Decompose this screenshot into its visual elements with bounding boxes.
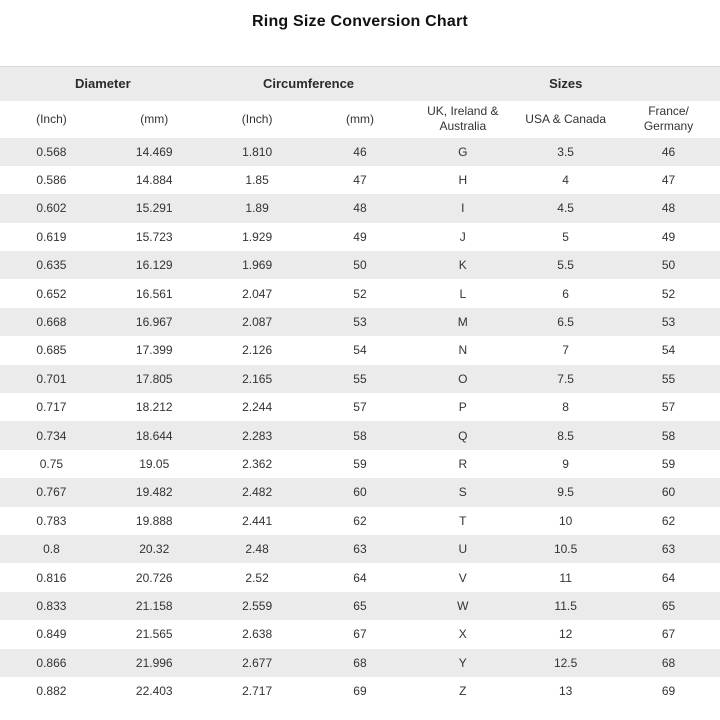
table-cell: 2.677 [206, 649, 309, 677]
ring-size-conversion-table [0, 66, 720, 705]
table-cell: 2.717 [206, 677, 309, 705]
table-row [0, 308, 720, 336]
table-cell: 5 [514, 223, 617, 251]
table-cell: 0.586 [0, 166, 103, 194]
table-body [0, 138, 720, 706]
table-cell: 22.403 [103, 677, 206, 705]
table-cell: 6.5 [514, 308, 617, 336]
table-cell: 57 [309, 393, 412, 421]
table-cell: 0.701 [0, 365, 103, 393]
table-cell: 58 [617, 421, 720, 449]
table-cell: K [411, 251, 514, 279]
table-cell: P [411, 393, 514, 421]
table-cell: 21.565 [103, 620, 206, 648]
table-row [0, 336, 720, 364]
table-cell: 46 [617, 138, 720, 166]
column-header-usa-canada: USA & Canada [514, 101, 617, 138]
table-cell: 8.5 [514, 421, 617, 449]
table-cell: 2.047 [206, 279, 309, 307]
table-cell: 14.884 [103, 166, 206, 194]
table-cell: I [411, 194, 514, 222]
table-row [0, 365, 720, 393]
table-cell: 4 [514, 166, 617, 194]
table-cell: 69 [309, 677, 412, 705]
table-row [0, 478, 720, 506]
table-cell: 59 [617, 450, 720, 478]
table-cell: 2.441 [206, 507, 309, 535]
table-row [0, 649, 720, 677]
table-row [0, 166, 720, 194]
table-cell: 17.805 [103, 365, 206, 393]
table-cell: 18.212 [103, 393, 206, 421]
column-header-row [0, 101, 720, 138]
table-cell: 9.5 [514, 478, 617, 506]
table-cell: 2.283 [206, 421, 309, 449]
table-cell: 47 [309, 166, 412, 194]
table-cell: 0.833 [0, 592, 103, 620]
table-row [0, 223, 720, 251]
page-title: Ring Size Conversion Chart [252, 13, 468, 30]
table-cell: 16.561 [103, 279, 206, 307]
table-cell: 12.5 [514, 649, 617, 677]
table-cell: L [411, 279, 514, 307]
table-cell: 48 [617, 194, 720, 222]
table-cell: 0.652 [0, 279, 103, 307]
table-cell: 0.75 [0, 450, 103, 478]
table-row [0, 421, 720, 449]
table-cell: 52 [617, 279, 720, 307]
table-row [0, 393, 720, 421]
column-header-diameter-inch: (Inch) [0, 101, 103, 138]
table-cell: 11.5 [514, 592, 617, 620]
table-cell: 64 [617, 563, 720, 591]
table-cell: 0.685 [0, 336, 103, 364]
table-cell: 48 [309, 194, 412, 222]
column-group-diameter: Diameter [0, 67, 206, 101]
column-group-sizes: Sizes [411, 67, 720, 101]
table-cell: 20.726 [103, 563, 206, 591]
table-cell: T [411, 507, 514, 535]
table-cell: 0.635 [0, 251, 103, 279]
table-cell: 50 [309, 251, 412, 279]
table-cell: 0.882 [0, 677, 103, 705]
table-cell: 63 [309, 535, 412, 563]
table-row [0, 507, 720, 535]
table-cell: 2.244 [206, 393, 309, 421]
table-row [0, 138, 720, 166]
table-cell: 7.5 [514, 365, 617, 393]
table-cell: 10.5 [514, 535, 617, 563]
table-cell: 2.52 [206, 563, 309, 591]
table-cell: 58 [309, 421, 412, 449]
table-cell: 0.568 [0, 138, 103, 166]
table-row [0, 592, 720, 620]
table-cell: 60 [309, 478, 412, 506]
table-cell: 0.783 [0, 507, 103, 535]
table-cell: 67 [309, 620, 412, 648]
table-cell: 59 [309, 450, 412, 478]
table-cell: 54 [309, 336, 412, 364]
table-cell: U [411, 535, 514, 563]
table-cell: 54 [617, 336, 720, 364]
table-cell: Y [411, 649, 514, 677]
table-cell: 52 [309, 279, 412, 307]
table-cell: 65 [309, 592, 412, 620]
table-cell: 0.849 [0, 620, 103, 648]
table-cell: 2.638 [206, 620, 309, 648]
table-cell: 21.996 [103, 649, 206, 677]
table-cell: 8 [514, 393, 617, 421]
table-cell: 9 [514, 450, 617, 478]
column-group-circumference: Circumference [206, 67, 412, 101]
table-row [0, 677, 720, 705]
table-cell: 0.619 [0, 223, 103, 251]
table-cell: 2.362 [206, 450, 309, 478]
table-cell: 6 [514, 279, 617, 307]
table-cell: 12 [514, 620, 617, 648]
table-cell: 2.126 [206, 336, 309, 364]
table-cell: 60 [617, 478, 720, 506]
table-cell: 3.5 [514, 138, 617, 166]
table-cell: 16.129 [103, 251, 206, 279]
table-cell: 10 [514, 507, 617, 535]
table-cell: 7 [514, 336, 617, 364]
table-row [0, 251, 720, 279]
table-cell: 1.929 [206, 223, 309, 251]
table-cell: 2.165 [206, 365, 309, 393]
table-row [0, 535, 720, 563]
table-cell: W [411, 592, 514, 620]
table-cell: 20.32 [103, 535, 206, 563]
table-cell: 68 [309, 649, 412, 677]
table-cell: 64 [309, 563, 412, 591]
table-cell: 13 [514, 677, 617, 705]
table-cell: 57 [617, 393, 720, 421]
table-cell: 0.717 [0, 393, 103, 421]
table-cell: 1.89 [206, 194, 309, 222]
table-cell: N [411, 336, 514, 364]
table-row [0, 620, 720, 648]
table-cell: 49 [309, 223, 412, 251]
table-cell: 62 [617, 507, 720, 535]
table-cell: H [411, 166, 514, 194]
table-cell: 2.482 [206, 478, 309, 506]
table-cell: 63 [617, 535, 720, 563]
table-cell: 53 [309, 308, 412, 336]
table-cell: X [411, 620, 514, 648]
table-cell: 47 [617, 166, 720, 194]
table-cell: 46 [309, 138, 412, 166]
table-cell: 69 [617, 677, 720, 705]
table-cell: M [411, 308, 514, 336]
table-cell: 50 [617, 251, 720, 279]
table-cell: 55 [617, 365, 720, 393]
table-row [0, 279, 720, 307]
table-cell: 0.816 [0, 563, 103, 591]
table-cell: 49 [617, 223, 720, 251]
table-cell: G [411, 138, 514, 166]
table-cell: 62 [309, 507, 412, 535]
table-cell: 0.767 [0, 478, 103, 506]
table-cell: Q [411, 421, 514, 449]
table-cell: 18.644 [103, 421, 206, 449]
table-cell: 2.087 [206, 308, 309, 336]
table-cell: 0.8 [0, 535, 103, 563]
table-cell: 21.158 [103, 592, 206, 620]
table-cell: 19.888 [103, 507, 206, 535]
table-cell: 17.399 [103, 336, 206, 364]
table-cell: 0.668 [0, 308, 103, 336]
column-header-france-germany: France/ Germany [617, 101, 720, 138]
table-cell: 53 [617, 308, 720, 336]
table-cell: Z [411, 677, 514, 705]
table-cell: 55 [309, 365, 412, 393]
table-cell: 19.05 [103, 450, 206, 478]
table-cell: 0.602 [0, 194, 103, 222]
table-cell: O [411, 365, 514, 393]
table-row [0, 194, 720, 222]
column-header-circumference-inch: (Inch) [206, 101, 309, 138]
table-cell: 16.967 [103, 308, 206, 336]
table-cell: S [411, 478, 514, 506]
column-header-diameter-mm: (mm) [103, 101, 206, 138]
table-cell: V [411, 563, 514, 591]
table-cell: 19.482 [103, 478, 206, 506]
column-header-circumference-mm: (mm) [309, 101, 412, 138]
table-cell: 14.469 [103, 138, 206, 166]
table-cell: 1.810 [206, 138, 309, 166]
table-cell: 67 [617, 620, 720, 648]
table-cell: 65 [617, 592, 720, 620]
table-cell: 1.969 [206, 251, 309, 279]
column-group-row [0, 67, 720, 101]
table-cell: 0.734 [0, 421, 103, 449]
table-cell: 1.85 [206, 166, 309, 194]
table-cell: 11 [514, 563, 617, 591]
table-cell: 68 [617, 649, 720, 677]
table-row [0, 563, 720, 591]
table-cell: J [411, 223, 514, 251]
table-cell: 2.48 [206, 535, 309, 563]
table-cell: 2.559 [206, 592, 309, 620]
table-row [0, 450, 720, 478]
column-header-uk-ireland-australia: UK, Ireland & Australia [411, 101, 514, 138]
table-cell: 5.5 [514, 251, 617, 279]
table-cell: 0.866 [0, 649, 103, 677]
table-cell: 15.723 [103, 223, 206, 251]
table-cell: R [411, 450, 514, 478]
table-cell: 15.291 [103, 194, 206, 222]
table-header [0, 67, 720, 138]
table-cell: 4.5 [514, 194, 617, 222]
